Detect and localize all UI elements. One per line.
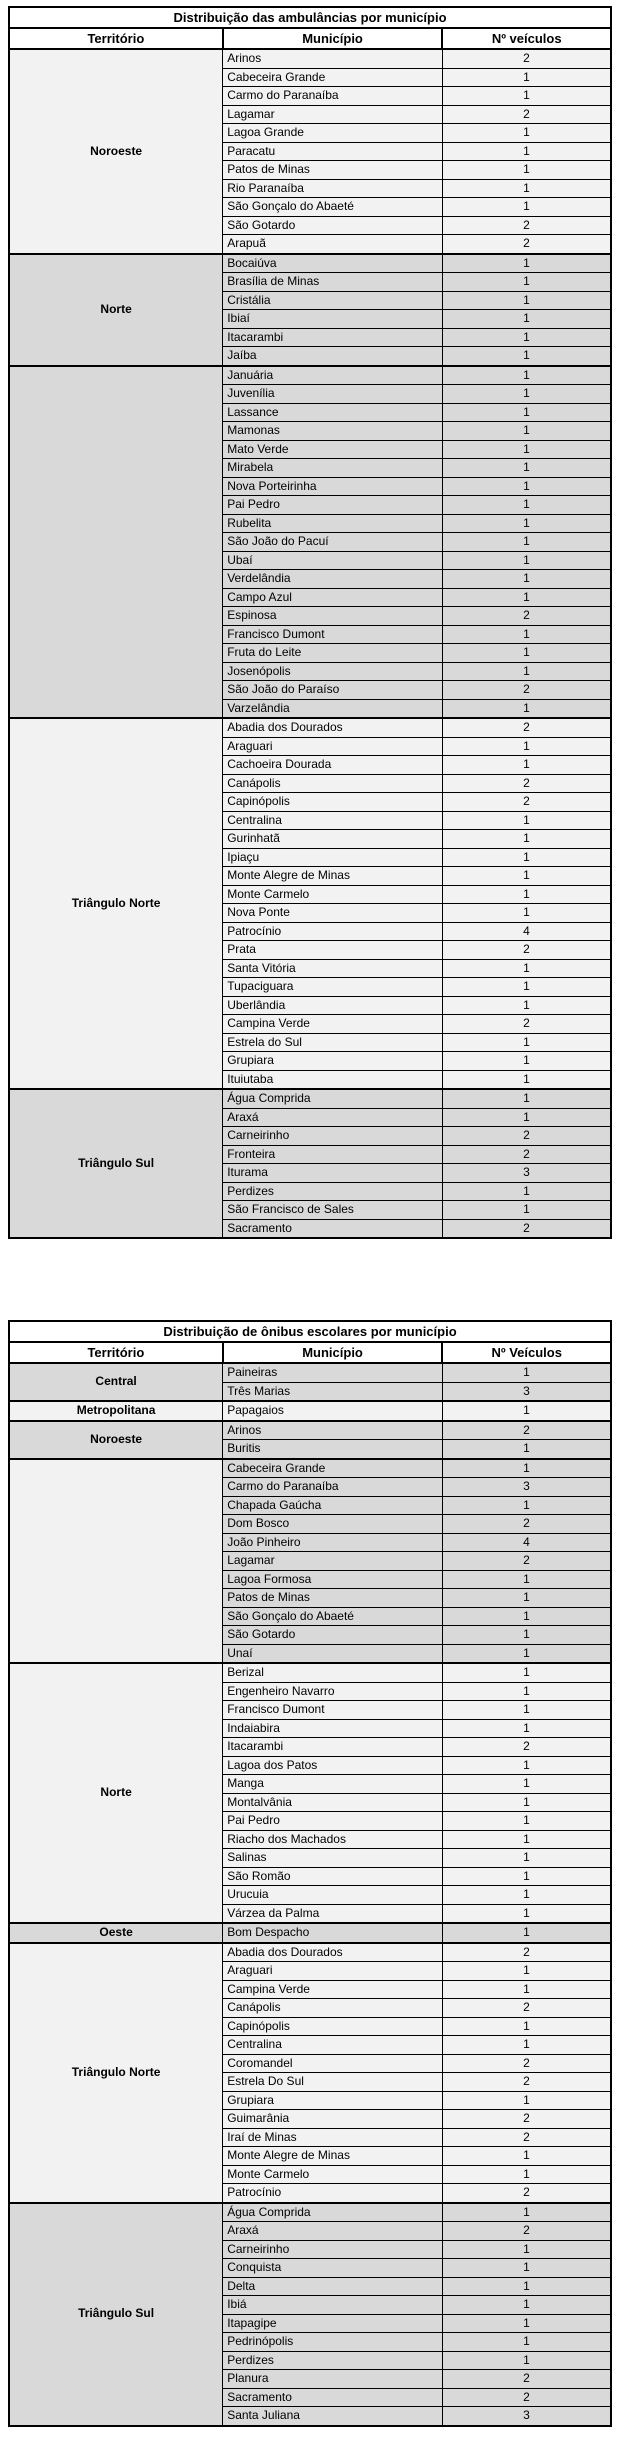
vehicle-count-cell: 1 [442, 625, 611, 644]
municipality-cell: Lagoa Formosa [223, 1570, 443, 1589]
municipality-cell: Arinos [223, 49, 443, 68]
vehicle-count-cell: 1 [442, 459, 611, 478]
vehicle-count-cell: 1 [442, 1793, 611, 1812]
vehicle-count-cell: 1 [442, 347, 611, 366]
municipality-cell: Riacho dos Machados [223, 1830, 443, 1849]
vehicle-count-cell: 3 [442, 1382, 611, 1401]
municipality-cell: Santa Vitória [223, 959, 443, 978]
municipality-cell: Carneirinho [223, 2240, 443, 2259]
municipality-cell: Bocaiúva [223, 254, 443, 273]
municipality-cell: Abadia dos Dourados [223, 718, 443, 737]
vehicle-count-cell: 2 [442, 1999, 611, 2018]
municipality-cell: Jaíba [223, 347, 443, 366]
vehicle-count-cell: 2 [442, 216, 611, 235]
municipality-cell: Araguari [223, 737, 443, 756]
municipality-cell: Paineiras [223, 1363, 443, 1382]
municipality-cell: São Gotardo [223, 216, 443, 235]
column-header-territory: Território [9, 1342, 223, 1363]
municipality-cell: Perdizes [223, 1182, 443, 1201]
municipality-cell: Ibiá [223, 2296, 443, 2315]
table-body [9, 1363, 611, 2426]
vehicle-count-cell: 2 [442, 681, 611, 700]
municipality-cell: Rio Paranaíba [223, 179, 443, 198]
vehicle-count-cell: 1 [442, 1849, 611, 1868]
municipality-cell: Itacarambi [223, 328, 443, 347]
municipality-cell: Cristália [223, 291, 443, 310]
municipality-cell: Patos de Minas [223, 1589, 443, 1608]
vehicle-count-cell: 1 [442, 1033, 611, 1052]
table-row [9, 1421, 611, 1440]
vehicle-count-cell: 1 [442, 1089, 611, 1108]
vehicle-count-cell: 1 [442, 366, 611, 385]
municipality-cell: São Gonçalo do Abaeté [223, 198, 443, 217]
vehicle-count-cell: 2 [442, 1943, 611, 1962]
vehicle-count-cell: 1 [442, 2203, 611, 2222]
vehicle-count-cell: 1 [442, 1363, 611, 1382]
table-row [9, 1663, 611, 1682]
municipality-cell: Varzelândia [223, 699, 443, 718]
vehicle-count-cell: 1 [442, 1626, 611, 1645]
vehicle-count-cell: 1 [442, 68, 611, 87]
vehicle-count-cell: 1 [442, 2314, 611, 2333]
vehicle-count-cell: 1 [442, 1108, 611, 1127]
vehicle-count-cell: 1 [442, 1701, 611, 1720]
vehicle-count-cell: 1 [442, 699, 611, 718]
territory-cell: Oeste [9, 1923, 223, 1943]
municipality-cell: Pai Pedro [223, 1812, 443, 1831]
municipality-cell: Engenheiro Navarro [223, 1682, 443, 1701]
municipality-cell: Água Comprida [223, 2203, 443, 2222]
vehicle-count-cell: 2 [442, 1127, 611, 1146]
municipality-cell: São João do Pacuí [223, 533, 443, 552]
table-title: Distribuição de ônibus escolares por município [9, 1321, 611, 1342]
municipality-cell: Canápolis [223, 774, 443, 793]
vehicle-count-cell: 1 [442, 1440, 611, 1459]
municipality-cell: Itacarambi [223, 1738, 443, 1757]
vehicle-count-cell: 1 [442, 1904, 611, 1923]
vehicle-count-cell: 2 [442, 1552, 611, 1571]
vehicle-count-cell: 1 [442, 1867, 611, 1886]
territory-cell: Triângulo Norte [9, 718, 223, 1089]
column-header-municipality: Município [223, 1342, 443, 1363]
vehicle-count-cell: 1 [442, 996, 611, 1015]
territory-cell: Noroeste [9, 49, 223, 254]
vehicle-count-cell: 1 [442, 1201, 611, 1220]
municipality-cell: Estrela Do Sul [223, 2073, 443, 2092]
vehicle-count-cell: 3 [442, 2407, 611, 2426]
territory-cell: Metropolitana [9, 1401, 223, 1421]
municipality-cell: Monte Alegre de Minas [223, 2147, 443, 2166]
vehicle-count-cell: 1 [442, 2259, 611, 2278]
municipality-cell: Nova Porteirinha [223, 477, 443, 496]
vehicle-count-cell: 1 [442, 1775, 611, 1794]
vehicle-count-cell: 1 [442, 756, 611, 775]
municipality-cell: Nova Ponte [223, 904, 443, 923]
territory-cell: Triângulo Sul [9, 1089, 223, 1238]
municipality-cell: Januária [223, 366, 443, 385]
table-row [9, 1459, 611, 1478]
municipality-cell: Abadia dos Dourados [223, 1943, 443, 1962]
vehicle-count-cell: 1 [442, 533, 611, 552]
municipality-cell: Cachoeira Dourada [223, 756, 443, 775]
vehicle-count-cell: 2 [442, 49, 611, 68]
municipality-cell: Tupaciguara [223, 978, 443, 997]
municipality-cell: Paracatu [223, 142, 443, 161]
vehicle-count-cell: 1 [442, 1607, 611, 1626]
vehicle-count-cell: 2 [442, 2370, 611, 2389]
municipality-cell: Dom Bosco [223, 1515, 443, 1534]
vehicle-count-cell: 1 [442, 1496, 611, 1515]
municipality-cell: Iraí de Minas [223, 2128, 443, 2147]
municipality-cell: Monte Carmelo [223, 2165, 443, 2184]
municipality-cell: São Francisco de Sales [223, 1201, 443, 1220]
vehicle-count-cell: 3 [442, 1164, 611, 1183]
vehicle-count-cell: 1 [442, 1980, 611, 1999]
municipality-cell: Grupiara [223, 2091, 443, 2110]
municipality-cell: Iturama [223, 1164, 443, 1183]
vehicle-count-cell: 1 [442, 142, 611, 161]
municipality-cell: Conquista [223, 2259, 443, 2278]
vehicle-count-cell: 1 [442, 1589, 611, 1608]
vehicle-count-cell: 2 [442, 607, 611, 626]
vehicle-count-cell: 2 [442, 1015, 611, 1034]
municipality-cell: Lagoa dos Patos [223, 1756, 443, 1775]
vehicle-count-cell: 1 [442, 422, 611, 441]
vehicle-count-cell: 1 [442, 440, 611, 459]
table-body [9, 49, 611, 1238]
table-row [9, 1401, 611, 1421]
vehicle-count-cell: 2 [442, 2073, 611, 2092]
vehicle-count-cell: 1 [442, 830, 611, 849]
municipality-cell: Perdizes [223, 2351, 443, 2370]
vehicle-count-cell: 1 [442, 2165, 611, 2184]
vehicle-count-cell: 2 [442, 1219, 611, 1238]
municipality-cell: João Pinheiro [223, 1533, 443, 1552]
municipality-cell: Cabeceira Grande [223, 68, 443, 87]
municipality-cell: Sacramento [223, 1219, 443, 1238]
vehicle-count-cell: 1 [442, 161, 611, 180]
vehicle-count-cell: 1 [442, 2296, 611, 2315]
municipality-cell: Indaiabira [223, 1719, 443, 1738]
municipality-cell: Santa Juliana [223, 2407, 443, 2426]
municipality-cell: Arinos [223, 1421, 443, 1440]
vehicle-count-cell: 1 [442, 2277, 611, 2296]
municipality-cell: Pedrinópolis [223, 2333, 443, 2352]
table-row [9, 1363, 611, 1382]
municipality-cell: Juvenília [223, 385, 443, 404]
vehicle-count-cell: 1 [442, 1886, 611, 1905]
territory-cell: Triângulo Norte [9, 1943, 223, 2203]
vehicle-count-cell: 1 [442, 496, 611, 515]
municipality-cell: Planura [223, 2370, 443, 2389]
municipality-cell: Pai Pedro [223, 496, 443, 515]
municipality-cell: Fruta do Leite [223, 644, 443, 663]
table-row [9, 254, 611, 273]
territory-cell [9, 366, 223, 719]
vehicle-count-cell: 1 [442, 904, 611, 923]
vehicle-count-cell: 1 [442, 385, 611, 404]
municipality-cell: Delta [223, 2277, 443, 2296]
territory-cell [9, 1459, 223, 1664]
vehicle-count-cell: 1 [442, 811, 611, 830]
vehicle-count-cell: 1 [442, 291, 611, 310]
municipality-cell: Unaí [223, 1644, 443, 1663]
vehicle-count-cell: 1 [442, 2147, 611, 2166]
municipality-cell: Berizal [223, 1663, 443, 1682]
municipality-cell: Campo Azul [223, 588, 443, 607]
column-header-municipality: Município [223, 28, 443, 49]
vehicle-count-cell: 1 [442, 477, 611, 496]
territory-cell: Triângulo Sul [9, 2203, 223, 2426]
vehicle-count-cell: 1 [442, 1663, 611, 1682]
municipality-cell: Montalvânia [223, 1793, 443, 1812]
municipality-cell: Centralina [223, 2036, 443, 2055]
vehicle-count-cell: 1 [442, 2240, 611, 2259]
vehicle-count-cell: 2 [442, 2110, 611, 2129]
municipality-cell: Arapuã [223, 235, 443, 254]
territory-cell: Norte [9, 254, 223, 366]
municipality-cell: São Romão [223, 1867, 443, 1886]
vehicle-count-cell: 1 [442, 273, 611, 292]
municipality-cell: Capinópolis [223, 2017, 443, 2036]
vehicle-count-cell: 1 [442, 310, 611, 329]
vehicle-count-cell: 2 [442, 2054, 611, 2073]
table-row [9, 1089, 611, 1108]
municipality-cell: Itapagipe [223, 2314, 443, 2333]
vehicle-count-cell: 1 [442, 1401, 611, 1421]
vehicle-count-cell: 1 [442, 737, 611, 756]
municipality-cell: Lassance [223, 403, 443, 422]
vehicle-count-cell: 1 [442, 2333, 611, 2352]
vehicle-count-cell: 2 [442, 1421, 611, 1440]
vehicle-count-cell: 1 [442, 2091, 611, 2110]
vehicle-count-cell: 1 [442, 2036, 611, 2055]
municipality-cell: Coromandel [223, 2054, 443, 2073]
vehicle-count-cell: 3 [442, 1478, 611, 1497]
municipality-cell: São Gotardo [223, 1626, 443, 1645]
municipality-cell: Estrela do Sul [223, 1033, 443, 1052]
municipality-cell: Ibiaí [223, 310, 443, 329]
vehicle-count-cell: 2 [442, 1145, 611, 1164]
vehicle-count-cell: 1 [442, 1719, 611, 1738]
vehicle-count-cell: 1 [442, 959, 611, 978]
vehicle-count-cell: 1 [442, 1644, 611, 1663]
vehicle-count-cell: 1 [442, 1182, 611, 1201]
municipality-cell: Francisco Dumont [223, 1701, 443, 1720]
municipality-cell: Buritis [223, 1440, 443, 1459]
municipality-cell: Guimarânia [223, 2110, 443, 2129]
table-header-row [9, 1342, 611, 1363]
vehicle-count-cell: 1 [442, 2017, 611, 2036]
municipality-cell: Brasília de Minas [223, 273, 443, 292]
municipality-cell: Lagamar [223, 105, 443, 124]
territory-cell: Norte [9, 1663, 223, 1923]
municipality-cell: Patrocínio [223, 922, 443, 941]
vehicle-count-cell: 2 [442, 774, 611, 793]
municipality-cell: Salinas [223, 1849, 443, 1868]
table-row [9, 718, 611, 737]
vehicle-count-cell: 1 [442, 1756, 611, 1775]
municipality-cell: Urucuia [223, 1886, 443, 1905]
vehicle-count-cell: 1 [442, 1830, 611, 1849]
municipality-cell: Gurinhatã [223, 830, 443, 849]
municipality-cell: Ubaí [223, 551, 443, 570]
table-row [9, 1943, 611, 1962]
municipality-cell: Uberlândia [223, 996, 443, 1015]
vehicle-count-cell: 1 [442, 978, 611, 997]
municipality-cell: Monte Carmelo [223, 885, 443, 904]
vehicle-count-cell: 4 [442, 1533, 611, 1552]
municipality-cell: Francisco Dumont [223, 625, 443, 644]
table-title: Distribuição das ambulâncias por município [9, 7, 611, 28]
vehicle-count-cell: 2 [442, 1738, 611, 1757]
vehicle-count-cell: 1 [442, 867, 611, 886]
vehicle-count-cell: 2 [442, 718, 611, 737]
municipality-cell: Três Marias [223, 1382, 443, 1401]
vehicle-count-cell: 2 [442, 235, 611, 254]
column-header-vehicles: Nº Veículos [442, 1342, 611, 1363]
table-row [9, 366, 611, 385]
municipality-cell: Centralina [223, 811, 443, 830]
municipality-cell: Mirabela [223, 459, 443, 478]
vehicle-count-cell: 1 [442, 570, 611, 589]
vehicle-count-cell: 1 [442, 588, 611, 607]
territory-cell: Central [9, 1363, 223, 1401]
municipality-cell: São João do Paraíso [223, 681, 443, 700]
municipality-cell: Bom Despacho [223, 1923, 443, 1943]
municipality-cell: Sacramento [223, 2388, 443, 2407]
municipality-cell: Lagamar [223, 1552, 443, 1571]
municipality-cell: Verdelândia [223, 570, 443, 589]
municipality-cell: Canápolis [223, 1999, 443, 2018]
vehicle-count-cell: 1 [442, 885, 611, 904]
municipality-cell: Mamonas [223, 422, 443, 441]
municipality-cell: Mato Verde [223, 440, 443, 459]
vehicle-count-cell: 1 [442, 1052, 611, 1071]
municipality-cell: Chapada Gaúcha [223, 1496, 443, 1515]
vehicle-count-cell: 2 [442, 105, 611, 124]
vehicle-count-cell: 1 [442, 1459, 611, 1478]
municipality-cell: Prata [223, 941, 443, 960]
vehicle-count-cell: 1 [442, 1682, 611, 1701]
vehicle-count-cell: 1 [442, 1570, 611, 1589]
vehicle-count-cell: 1 [442, 1962, 611, 1981]
municipality-cell: Capinópolis [223, 793, 443, 812]
municipality-cell: Campina Verde [223, 1015, 443, 1034]
municipality-cell: Manga [223, 1775, 443, 1794]
municipality-cell: Espinosa [223, 607, 443, 626]
vehicle-count-cell: 1 [442, 514, 611, 533]
vehicle-count-cell: 1 [442, 1923, 611, 1943]
column-header-vehicles: Nº veículos [442, 28, 611, 49]
municipality-cell: Ipiaçu [223, 848, 443, 867]
vehicle-count-cell: 1 [442, 551, 611, 570]
municipality-cell: Patrocínio [223, 2184, 443, 2203]
vehicle-count-cell: 1 [442, 198, 611, 217]
vehicle-count-cell: 1 [442, 2351, 611, 2370]
vehicle-count-cell: 1 [442, 179, 611, 198]
table-row [9, 1923, 611, 1943]
vehicle-count-cell: 1 [442, 403, 611, 422]
municipality-cell: Araxá [223, 1108, 443, 1127]
municipality-cell: Campina Verde [223, 1980, 443, 1999]
vehicle-count-cell: 2 [442, 793, 611, 812]
vehicle-count-cell: 1 [442, 124, 611, 143]
table-row [9, 49, 611, 68]
municipality-cell: Monte Alegre de Minas [223, 867, 443, 886]
municipality-cell: Grupiara [223, 1052, 443, 1071]
territory-cell: Noroeste [9, 1421, 223, 1459]
municipality-cell: São Gonçalo do Abaeté [223, 1607, 443, 1626]
vehicle-count-cell: 1 [442, 662, 611, 681]
table-title-row [9, 7, 611, 28]
municipality-cell: Lagoa Grande [223, 124, 443, 143]
vehicle-count-cell: 1 [442, 1812, 611, 1831]
vehicle-count-cell: 1 [442, 328, 611, 347]
vehicle-count-cell: 2 [442, 2128, 611, 2147]
table-header-row [9, 28, 611, 49]
vehicle-count-cell: 2 [442, 1515, 611, 1534]
vehicle-count-cell: 1 [442, 1070, 611, 1089]
table-title-row [9, 1321, 611, 1342]
municipality-cell: Carmo do Paranaíba [223, 87, 443, 106]
municipality-cell: Araxá [223, 2222, 443, 2241]
table-row [9, 2203, 611, 2222]
vehicle-count-cell: 2 [442, 941, 611, 960]
municipality-cell: Carmo do Paranaíba [223, 1478, 443, 1497]
vehicle-count-cell: 2 [442, 2388, 611, 2407]
column-header-territory: Território [9, 28, 223, 49]
school-buses-table [8, 1320, 612, 2427]
vehicle-count-cell: 2 [442, 2222, 611, 2241]
vehicle-count-cell: 1 [442, 254, 611, 273]
municipality-cell: Rubelita [223, 514, 443, 533]
vehicle-count-cell: 1 [442, 87, 611, 106]
municipality-cell: Água Comprida [223, 1089, 443, 1108]
ambulances-table [8, 6, 612, 1239]
municipality-cell: Araguari [223, 1962, 443, 1981]
municipality-cell: Carneirinho [223, 1127, 443, 1146]
vehicle-count-cell: 4 [442, 922, 611, 941]
municipality-cell: Patos de Minas [223, 161, 443, 180]
municipality-cell: Fronteira [223, 1145, 443, 1164]
vehicle-count-cell: 2 [442, 2184, 611, 2203]
municipality-cell: Josenópolis [223, 662, 443, 681]
vehicle-count-cell: 1 [442, 848, 611, 867]
municipality-cell: Cabeceira Grande [223, 1459, 443, 1478]
municipality-cell: Ituiutaba [223, 1070, 443, 1089]
municipality-cell: Várzea da Palma [223, 1904, 443, 1923]
vehicle-count-cell: 1 [442, 644, 611, 663]
municipality-cell: Papagaios [223, 1401, 443, 1421]
